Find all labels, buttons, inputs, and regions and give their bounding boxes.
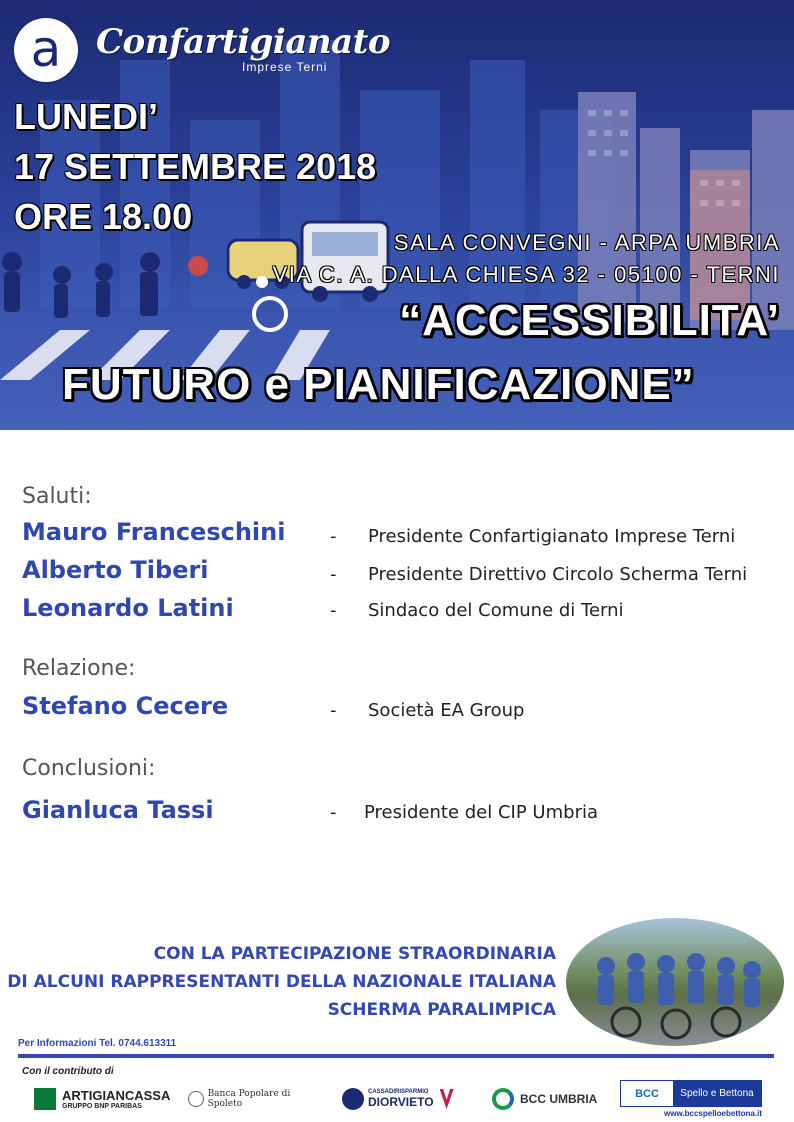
sponsor-name: Spello e Bettona: [673, 1081, 761, 1106]
sponsor-label: ARTIGIANCASSA: [62, 1088, 171, 1103]
separator-dash: -: [330, 600, 337, 621]
separator-dash: -: [330, 564, 337, 585]
speaker-role: Sindaco del Comune di Terni: [368, 600, 624, 621]
special-line3: SCHERMA PARALIMPICA: [327, 1000, 556, 1020]
event-date: 17 SETTEMBRE 2018: [14, 146, 377, 187]
orvieto-mark-icon: [440, 1089, 454, 1109]
speaker-name: Alberto Tiberi: [22, 556, 209, 584]
separator-dash: -: [330, 802, 337, 823]
venue-address: VIA C. A. DALLA CHIESA 32 - 05100 - TERNI: [272, 262, 780, 287]
speaker-role: Società EA Group: [368, 700, 525, 721]
spoleto-logo-icon: [188, 1091, 204, 1107]
sponsor-label: BCC: [621, 1081, 673, 1106]
confartigianato-logo: [14, 18, 78, 82]
greetings-label: Saluti:: [22, 484, 92, 509]
orvieto-logo-icon: [342, 1088, 364, 1110]
venue-name: SALA CONVEGNI - ARPA UMBRIA: [393, 230, 780, 255]
sponsor-artigiancassa: [34, 1082, 174, 1116]
sponsor-spoleto: [188, 1082, 324, 1116]
header-banner: [0, 0, 794, 430]
info-phone: Per Informazioni Tel. 0744.613311: [18, 1038, 177, 1049]
speaker-name: Leonardo Latini: [22, 594, 234, 622]
sponsor-label: Banca Popolare di Spoleto: [207, 1089, 291, 1109]
special-line1: CON LA PARTECIPAZIONE STRAORDINARIA: [153, 944, 556, 964]
sponsor-url: www.bccspelloebettona.it: [664, 1109, 762, 1118]
conclusions-label: Conclusioni:: [22, 756, 156, 781]
special-line2: DI ALCUNI RAPPRESENTANTI DELLA NAZIONALE ITALIANA: [7, 972, 556, 992]
separator-dash: -: [330, 526, 337, 547]
artigiancassa-logo-icon: [34, 1088, 56, 1110]
bcc-umbria-logo-icon: [492, 1088, 514, 1110]
sponsor-sublabel: CASSADIRISPARMIO: [368, 1089, 429, 1095]
logo-at-icon: a: [30, 20, 62, 78]
sponsor-sublabel: GRUPPO BNP PARIBAS: [62, 1103, 142, 1110]
contrib-label: Con il contributo di: [22, 1066, 114, 1077]
separator-dash: -: [330, 700, 337, 721]
event-title-line2: FUTURO e PIANIFICAZIONE”: [62, 360, 695, 409]
event-title-line1: “ACCESSIBILITA’: [399, 296, 780, 345]
report-label: Relazione:: [22, 656, 136, 681]
event-time: ORE 18.00: [14, 196, 193, 237]
event-day: LUNEDI’: [14, 96, 158, 137]
sponsor-label: DIORVIETO: [368, 1095, 434, 1109]
brand-name: Confartigianato: [96, 22, 391, 62]
sponsor-orvieto: [342, 1082, 472, 1116]
sponsor-bcc-spello: [620, 1080, 762, 1118]
brand-subtitle: Imprese Terni: [242, 60, 328, 74]
footer-divider: [18, 1054, 774, 1058]
speaker-name: Stefano Cecere: [22, 692, 229, 720]
speaker-role: Presidente Direttivo Circolo Scherma Terni: [368, 564, 748, 585]
speaker-role: Presidente Confartigianato Imprese Terni: [368, 526, 736, 547]
speaker-name: Gianluca Tassi: [22, 796, 214, 824]
speaker-role: Presidente del CIP Umbria: [364, 802, 598, 823]
sponsor-bcc-umbria: [492, 1082, 602, 1116]
sponsor-label: BCC UMBRIA: [520, 1092, 598, 1106]
team-photo: [566, 918, 784, 1046]
speaker-name: Mauro Franceschini: [22, 518, 286, 546]
